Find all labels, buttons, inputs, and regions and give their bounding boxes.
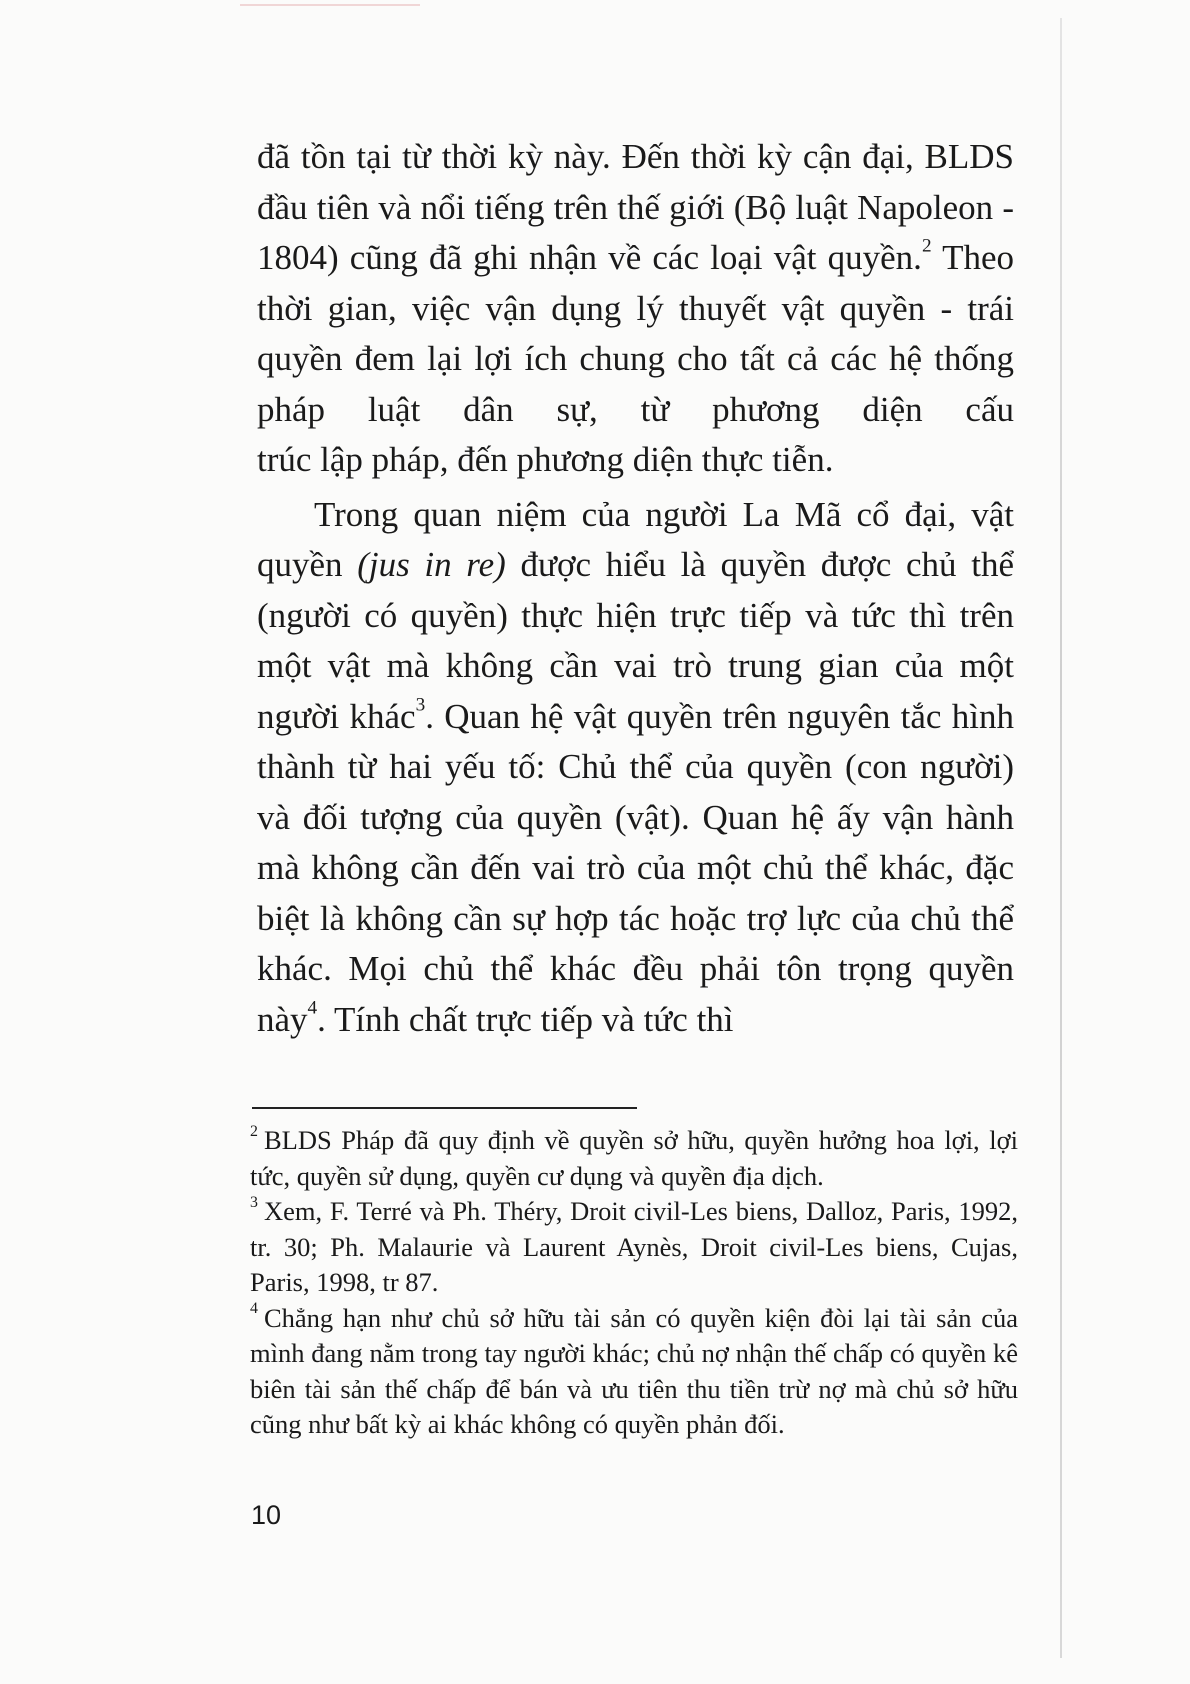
footnote-number: 3 xyxy=(250,1193,258,1211)
paragraph-1 xyxy=(257,132,1014,486)
paragraph-2-part2: được hiểu là quyền được chủ thể (người có quyền) thực hiện trực tiếp và tức thì trên một vật mà không cần vai trò trung gian của một người khác xyxy=(257,545,1014,736)
paragraph-2 xyxy=(257,490,1014,1046)
footnote-text: Chẳng hạn như chủ sở hữu tài sản có quyền kiện đòi lại tài sản của mình đang nằm trong tay người khác; chủ nợ nhận thế chấp có quyền kê biên tài sản thế chấp để bán và ưu tiên thu tiền trừ nợ mà chủ sở hữu cũng như bất kỳ ai khác không có quyền phản đối. xyxy=(250,1302,1018,1439)
footnote-ref-4[interactable]: 4 xyxy=(307,997,318,1019)
footnote-3 xyxy=(250,1194,1018,1301)
paragraph-1-text: đã tồn tại từ thời kỳ này. Đến thời kỳ cận đại, BLDS đầu tiên và nổi tiếng trên thế giới (Bộ luật Napoleon - 1804) cũng đã ghi nhận về các loại vật quyền. xyxy=(257,137,1014,277)
footnote-separator xyxy=(252,1107,637,1109)
footnote-4 xyxy=(250,1301,1018,1443)
page-edge-shadow xyxy=(1060,18,1062,1658)
footnote-ref-2[interactable]: 2 xyxy=(921,235,932,257)
paragraph-2-part4: . Tính chất trực tiếp và tức thì xyxy=(317,999,734,1039)
main-text xyxy=(257,132,1014,1045)
footnotes xyxy=(250,1123,1018,1443)
paragraph-1-text-cont: Theo thời gian, việc vận dụng lý thuyết vật quyền - trái quyền đem lại lợi ích chung cho tất cả các hệ thống pháp luật dân sự, từ phương diện cấu xyxy=(257,238,1014,429)
paragraph-2-part3: . Quan hệ vật quyền trên nguyên tắc hình thành từ hai yếu tố: Chủ thể của quyền (con người) và đối tượng của quyền (vật). Quan hệ ấy vận hành mà không cần đến vai trò của một chủ thể khác, đặc biệt là không cần sự hợp tác hoặc trợ lực của chủ thể khác. Mọi chủ thể khác đều phải tôn trọng quyền này xyxy=(257,696,1014,1039)
footnote-number: 4 xyxy=(250,1300,258,1317)
scan-mark xyxy=(240,4,420,6)
footnote-text: Xem, F. Terré và Ph. Théry, Droit civil-Les biens, Dalloz, Paris, 1992, tr. 30; Ph. Malaurie và Laurent Aynès, Droit civil-Les biens, Cujas, Paris, 1998, tr 87. xyxy=(250,1196,1018,1297)
page-number: 10 xyxy=(251,1500,282,1530)
paragraph-2-part1: Trong quan niệm của người La Mã cổ đại, vật quyền xyxy=(257,494,1014,584)
footnote-ref-3[interactable]: 3 xyxy=(415,694,426,716)
footnote-text: BLDS Pháp đã quy định về quyền sở hữu, quyền hưởng hoa lợi, lợi tức, quyền sử dụng, quyền cư dụng và quyền địa dịch. xyxy=(250,1125,1018,1191)
footnote-2 xyxy=(250,1123,1018,1194)
latin-term: (jus in re) xyxy=(357,545,506,584)
paragraph-1-last-line: trúc lập pháp, đến phương diện thực tiễn. xyxy=(257,440,834,479)
footnote-number: 2 xyxy=(250,1122,258,1140)
